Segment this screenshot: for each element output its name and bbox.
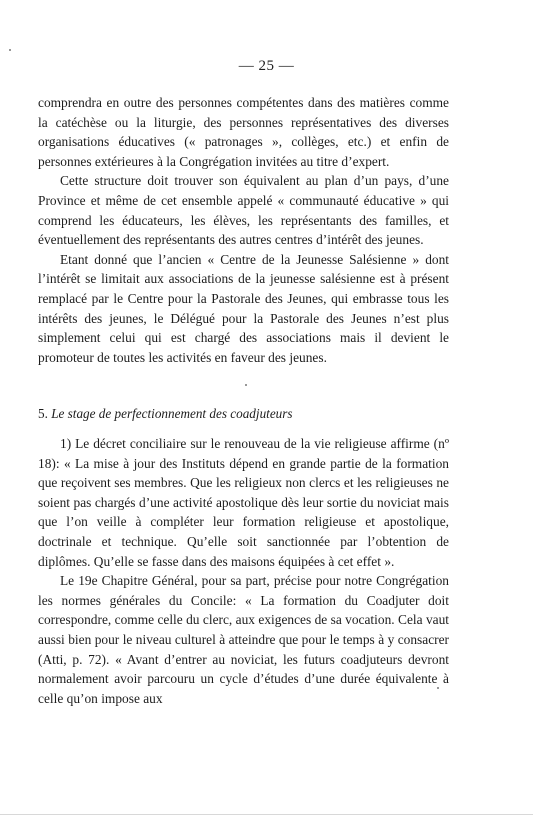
scan-speck bbox=[245, 384, 247, 386]
paragraph: Cette structure doit trouver son équivalent au plan d’un pays, d’une Province et même de cet ensemble appelé « communauté éducative » qui comprend les éducateurs, les élèves, les représentants des familles, et éventuellement des représentants des autres centres d’intérêt des jeunes. bbox=[38, 173, 449, 248]
section-heading bbox=[38, 404, 458, 423]
paragraph: Le 19e Chapitre Général, pour sa part, précise pour notre Congrégation les normes générales du Concile: « La formation du Coadjuter doit correspondre, comme celle du clerc, aux exigences de sa vocation. Cela vaut aussi bien pour le niveau culturel à atteindre que pour le temps à y consacrer (Atti, p. 72). « Avant d’entrer au noviciat, les futurs coadjuteurs devront normalement avoir parcouru un cycle d’études d’une durée équivalente à celle qu’on impose aux bbox=[38, 573, 449, 706]
top-text-block bbox=[38, 93, 449, 367]
paragraph: 1) Le décret conciliaire sur le renouveau de la vie religieuse affirme (nº 18): « La mise à jour des Instituts dépend en grande partie de la formation que reçoivent ses membres. Que les religieux non clercs et les religieuses ne soient pas chargés d’une activité apostolique dès leur sortie du noviciat mais que l’on veille à compléter leur formation religieuse et apostolique, doctrinale et technique. Qu’elle soit sanctionnée par l’obtention de diplômes. Qu’elle se fasse dans des maisons équipées à cet effet ». bbox=[38, 436, 449, 569]
page-number: — 25 — bbox=[238, 58, 295, 74]
page-edge-line bbox=[0, 814, 533, 815]
scan-speck bbox=[9, 49, 11, 51]
paragraph: Etant donné que l’ancien « Centre de la Jeunesse Salésienne » dont l’intérêt se limitait aux associations de la jeunesse salésienne est à présent remplacé par le Centre pour la Pastorale des Jeunes, qui embrasse tous les intérêts des jeunes, le Délégué pour la Pastorale des Jeunes n’est plus simplement celui qui est chargé des associations mais il devient le promoteur de toutes les activités en faveur des jeunes. bbox=[38, 251, 449, 365]
section-number: 5. bbox=[38, 406, 48, 421]
scan-speck bbox=[437, 687, 439, 689]
section-title: Le stage de perfectionnement des coadjuteurs bbox=[51, 406, 293, 421]
paragraph: comprendra en outre des personnes compétentes dans des matières comme la catéchèse ou la liturgie, des personnes représentatives des diverses organisations éducatives (« patronages », collèges, etc.) et enfin de personnes extérieures à la Congrégation invitées au titre d’expert. bbox=[38, 95, 449, 169]
bottom-text-block bbox=[38, 434, 449, 708]
